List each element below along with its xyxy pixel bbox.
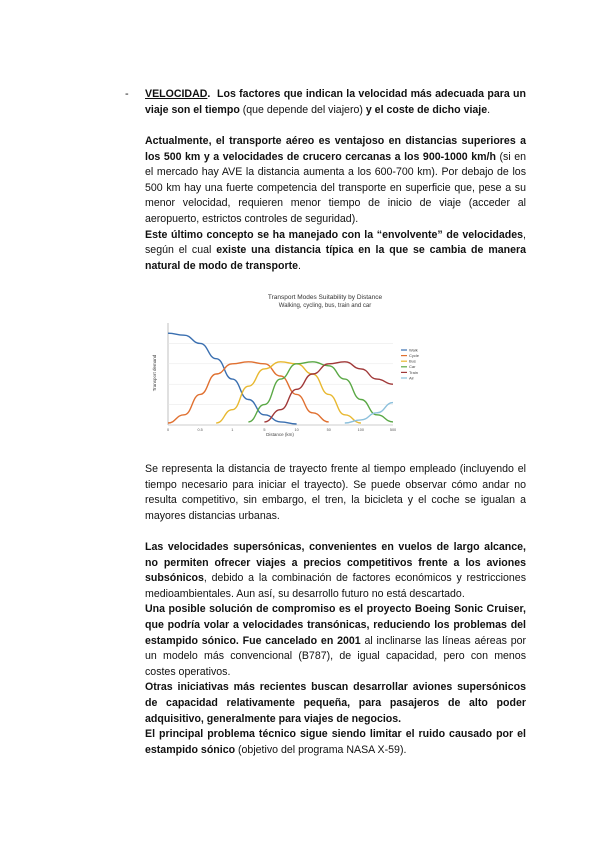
chart-subtitle: Walking, cycling, bus, train and car bbox=[278, 303, 372, 309]
legend-label-walk: Walk bbox=[409, 347, 418, 353]
velocidad-paragraph: VELOCIDAD. Los factores que indican la velocidad más adecuada para un viaje son el tiempo (que depende del viajero) y el coste de dicho viaje. bbox=[145, 88, 526, 116]
velocidad-text-bold: Los factores que indican la velocidad más adecuada para un viaje son el tiempo bbox=[145, 88, 526, 116]
list-bullet: - bbox=[125, 88, 129, 100]
x-tick-label-4: 10 bbox=[294, 428, 299, 432]
chart-description-paragraph bbox=[145, 462, 526, 524]
x-tick-label-2: 1 bbox=[231, 428, 234, 432]
chart-y-label: Transport demand bbox=[152, 354, 157, 392]
velocidad-text-bold-2: y el coste de dicho viaje bbox=[365, 103, 488, 116]
envolvente-bold: Este último concepto se ha manejado con la “envolvente” de velocidades bbox=[145, 228, 524, 241]
x-tick-label-7: 500 bbox=[389, 428, 397, 432]
supersonic-bold: Las velocidades supersónicas, convenientes en vuelos de largo alcance, no permiten ofrecer viajes a precios competitivos frente a los aviones subsónicos bbox=[145, 541, 526, 585]
legend-label-car: Car bbox=[409, 364, 416, 370]
chart-description-text: Se representa la distancia de trayecto frente al tiempo empleado (incluyendo el tiempo necesario para iniciar el trayecto). Se puede observar cómo andar no resulta competitivo, sin embargo, el tren, la bicicleta y el coche se igualan a mayores distancias urbanas. bbox=[145, 463, 526, 522]
series-line-cycle bbox=[168, 362, 329, 423]
noise-problem-text: (objetivo del programa NASA X-59). bbox=[235, 743, 407, 756]
x-tick-label-3: 5 bbox=[263, 428, 266, 432]
recent-initiatives-bold: Otras iniciativas más recientes buscan desarrollar aviones supersónicos de capacidad relativamente pequeña, para pasajeros de alto poder adquisitivo, generalmente para viajes de negocios. bbox=[145, 681, 526, 725]
legend-label-cycle: Cycle bbox=[409, 353, 420, 358]
chart-title: Transport Modes Suitability by Distance bbox=[267, 294, 383, 301]
series-line-car bbox=[248, 362, 393, 422]
sonic-cruiser-bold: Una posible solución de compromiso es el proyecto Boeing Sonic Cruiser, que podría volar a velocidades transónicas, reduciendo los problemas del estampido sónico. Fue cancelado en 2001 bbox=[145, 603, 526, 647]
x-tick-label-1: 0.5 bbox=[197, 428, 203, 432]
velocidad-heading: VELOCIDAD bbox=[145, 88, 208, 100]
x-tick-label-5: 50 bbox=[326, 428, 331, 432]
legend-label-train: Train bbox=[409, 369, 418, 375]
transport-suitability-chart bbox=[145, 285, 526, 445]
noise-problem-bold: El principal problema técnico sigue siendo limitar el ruido causado por el estampido sónico bbox=[145, 728, 526, 756]
chart-x-label: Distance (km) bbox=[266, 432, 294, 437]
air-transport-bold: Actualmente, el transporte aéreo es ventajoso en distancias superiores a los 500 km y a velocidades de crucero cercanas a los 900-1000 km/h bbox=[145, 135, 526, 163]
distancia-tipica-bold: existe una distancia típica en la que se cambia de manera natural de modo de transporte bbox=[145, 244, 527, 272]
air-transport-paragraph: Actualmente, el transporte aéreo es ventajoso en distancias superiores a los 500 km y a velocidades de crucero cercanas a los 900-1000 km/h (si en el mercado hay AVE la distancia aumenta a los 600-700 km). Por debajo de los 500 km hay una fuerte competencia del transporte en superficie que, pese a su menor velocidad, requieren menor tiempo de inicio de viaje (acceder al aeropuerto, estrictos controles de seguridad). Este último concepto se ha manejado con la “envolvente” de velocidades, según el cual existe una distancia típica en la que se cambia de manera natural de modo de transporte. bbox=[145, 135, 527, 272]
x-tick-label-0: 0 bbox=[166, 428, 170, 432]
legend-label-air: Air bbox=[409, 375, 414, 381]
series-line-air bbox=[345, 403, 393, 423]
velocidad-text: (que depende del viajero) bbox=[239, 103, 366, 116]
air-transport-text: (si en el mercado hay AVE la distancia aumenta a los 600-700 km). Por debajo de los 500 km hay una fuerte competencia del transporte en superficie que, pese a su menor velocidad, requieren menor tiempo de inicio de viaje (acceder al aeropuerto, estrictos controles de seguridad). bbox=[145, 150, 526, 225]
supersonic-text: , debido a la combinación de factores económicos y restricciones medioambientales. Aun así, su desarrollo futuro no está descartado. bbox=[145, 572, 526, 600]
legend-label-bus: Bus bbox=[409, 358, 416, 364]
x-tick-label-6: 100 bbox=[357, 428, 365, 432]
supersonic-paragraph bbox=[145, 540, 526, 758]
sonic-cruiser-text: al inclinarse las líneas aéreas por un modelo más convencional (B787), de igual capacidad, pero con menos costes operativos. bbox=[145, 634, 527, 678]
